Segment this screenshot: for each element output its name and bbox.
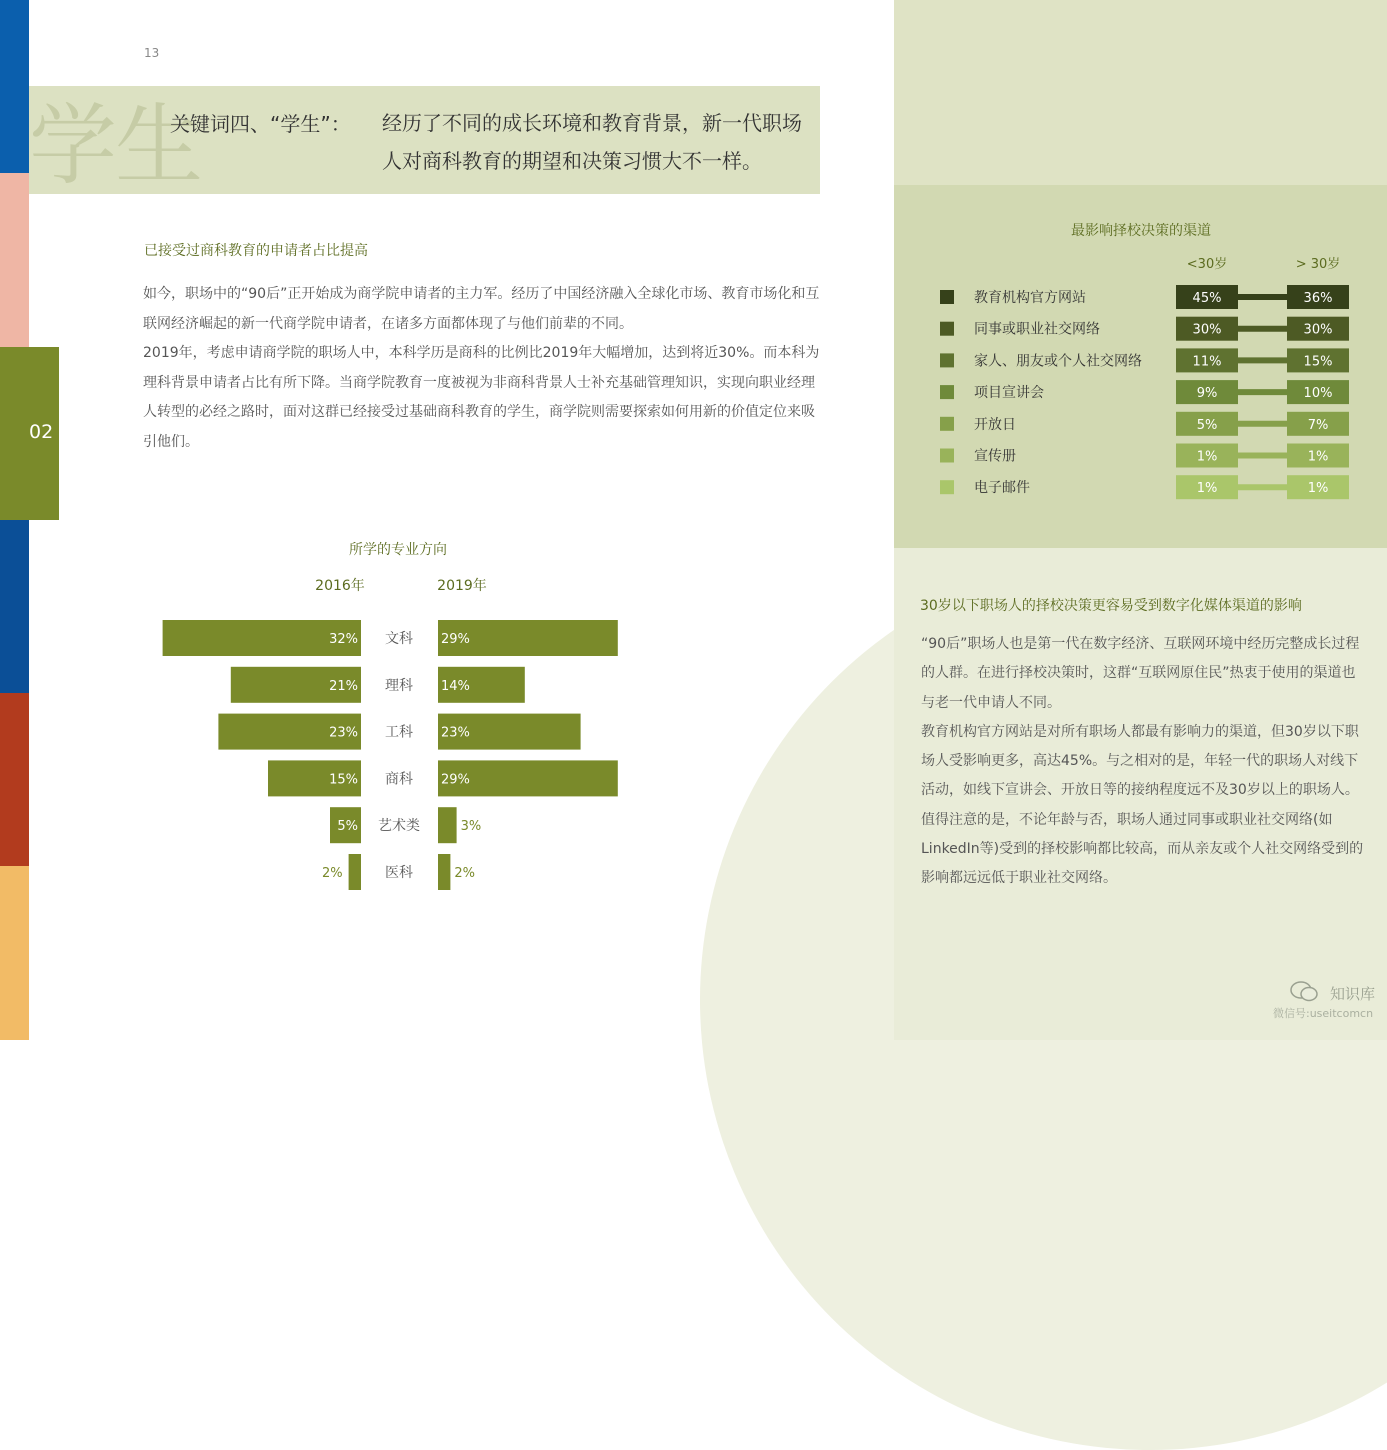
data-label-2016: 5% <box>337 819 358 835</box>
watermark-sub: 微信号:useitcomcn <box>1273 1007 1374 1020</box>
data-label-2019: 23% <box>441 725 470 741</box>
data-label-2019: 3% <box>460 819 482 835</box>
value-label-under30: 45% <box>1192 291 1222 306</box>
keyword-watermark: 学生 <box>29 94 202 197</box>
channel-label: 开放日 <box>974 416 1016 433</box>
value-label-over30: 30% <box>1303 322 1333 338</box>
value-label-over30: 10% <box>1303 386 1333 402</box>
value-label-under30: 9% <box>1196 386 1218 402</box>
legend-swatch <box>940 385 954 399</box>
data-label-2016: 15% <box>329 772 358 788</box>
keyword-text: 经历了不同的成长环境和教育背景，新一代职场人对商科教育的期望和决策习惯大不一样。 <box>382 111 802 173</box>
value-label-under30: 1% <box>1196 481 1218 497</box>
data-label-2016: 21% <box>329 678 358 694</box>
chart2-title: 最影响择校决策的渠道 <box>1071 223 1211 239</box>
section1-title: 已接受过商科教育的申请者占比提高 <box>144 243 368 259</box>
category-label: 商科 <box>385 771 413 788</box>
data-label-2019: 29% <box>441 772 470 788</box>
bar-2019 <box>438 807 457 843</box>
data-label-2019: 14% <box>441 678 470 694</box>
section2-paragraph: 教育机构官方网站是对所有职场人都最有影响力的渠道，但30岁以下职场人受影响更多，高达45%。与之相对的是，年轻一代的职场人对线下活动，如线下宣讲会、开放日等的接纳程度远不及30岁以上的职场人。 <box>921 723 1359 799</box>
category-label: 工科 <box>385 724 413 741</box>
channel-label: 宣传册 <box>974 448 1016 465</box>
category-label: 文科 <box>385 631 413 647</box>
chart1-legend-right: 2019年 <box>437 578 487 594</box>
value-label-over30: 1% <box>1307 481 1329 497</box>
section2-body <box>921 630 1366 894</box>
legend-swatch <box>940 480 954 494</box>
page-number: 13 <box>144 46 160 60</box>
data-label-2019: 29% <box>441 632 470 647</box>
channel-label: 教育机构官方网站 <box>974 290 1086 306</box>
value-label-over30: 7% <box>1307 417 1329 433</box>
data-label-2016: 23% <box>329 725 358 741</box>
bar-2019 <box>438 854 450 890</box>
value-label-over30: 15% <box>1303 354 1333 370</box>
channel-label: 家人、朋友或个人社交网络 <box>974 353 1142 370</box>
data-label-2016: 32% <box>329 632 358 647</box>
channel-label: 电子邮件 <box>974 480 1030 497</box>
legend-swatch <box>940 290 954 304</box>
category-label: 艺术类 <box>378 818 420 835</box>
section1-paragraph: 如今，职场中的“90后”正开始成为商学院申请者的主力军。经历了中国经济融入全球化市场、教育市场化和互联网经济崛起的新一代商学院申请者，在诸多方面都体现了与他们前辈的不同。 <box>143 286 820 332</box>
legend-swatch <box>940 353 954 367</box>
category-label: 理科 <box>385 677 413 694</box>
wechat-icon <box>1289 980 1319 1002</box>
bar-2016 <box>349 854 361 890</box>
value-label-under30: 5% <box>1196 417 1218 433</box>
chart1-title: 所学的专业方向 <box>349 542 447 558</box>
category-label: 医科 <box>385 865 413 881</box>
section2-paragraph: “90后”职场人也是第一代在数字经济、互联网环境中经历完整成长过程的人群。在进行择校决策时，这群“互联网原住民”热衷于使用的渠道也与老一代申请人不同。 <box>921 636 1360 711</box>
data-label-2016: 2% <box>321 866 343 881</box>
section1-paragraph: 2019年，考虑申请商学院的职场人中，本科学历是商科的比例比2019年大幅增加，达到将近30%。而本科为理科背景申请者占比有所下降。当商学院教育一度被视为非商科背景人士补充基础管理知识，实现向职业经理人转型的必经之路时，面对这群已经接受过基础商科教育的学生，商学院则需要探索如何用新的价值定位来吸引他们。 <box>143 345 820 450</box>
chart2-header-over30: > 30岁 <box>1295 257 1341 272</box>
watermark-brand: 知识库 <box>1330 985 1376 1003</box>
keyword-title: 关键词四、“学生”： <box>170 112 351 136</box>
chart1-legend-left: 2016年 <box>315 578 365 594</box>
legend-swatch <box>940 322 954 336</box>
legend-swatch <box>940 417 954 431</box>
chart2-header-under30: <30岁 <box>1186 257 1228 272</box>
legend-swatch <box>940 449 954 463</box>
channel-label: 同事或职业社交网络 <box>974 321 1100 338</box>
chapter-number: 02 <box>29 421 54 443</box>
value-label-under30: 30% <box>1192 322 1222 338</box>
section2-paragraph: 值得注意的是，不论年龄与否，职场人通过同事或职业社交网络(如LinkedIn等)受到的择校影响都比较高，而从亲友或个人社交网络受到的影响都远远低于职业社交网络。 <box>921 811 1364 887</box>
value-label-under30: 11% <box>1192 354 1222 370</box>
value-label-over30: 36% <box>1303 291 1333 306</box>
channel-label: 项目宣讲会 <box>974 385 1044 402</box>
section2-title: 30岁以下职场人的择校决策更容易受到数字化媒体渠道的影响 <box>920 598 1302 614</box>
data-label-2019: 2% <box>454 866 476 881</box>
value-label-over30: 1% <box>1307 449 1329 465</box>
value-label-under30: 1% <box>1196 449 1218 465</box>
